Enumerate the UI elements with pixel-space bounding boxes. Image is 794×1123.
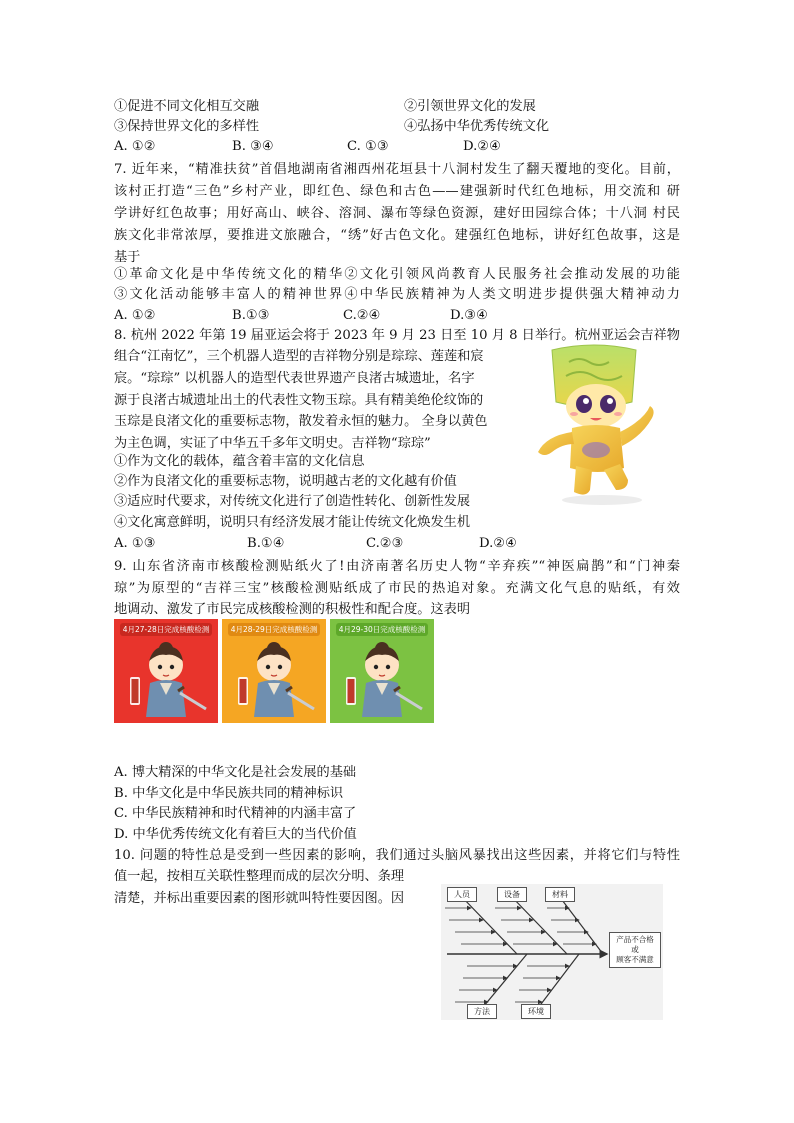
- q6-option-a: A. ①②: [114, 139, 156, 154]
- q8-option-b: B.①④: [247, 536, 285, 551]
- q7-option-a: A. ①②: [114, 308, 156, 323]
- q6-option-b: B. ③④: [232, 139, 274, 154]
- q8-stem-line-6: 为主色调，实证了中华五千多年文明史。吉祥物“琮琮”: [114, 436, 431, 451]
- q8-stem-line-4: 源于良渚古城遗址出土的代表性文物玉琮。具有精美绝伦纹饰的: [114, 393, 484, 408]
- q7-option-b: B.①③: [232, 308, 270, 323]
- fishbone-label-method: 方法: [467, 1004, 497, 1019]
- q8-stem-line-2: 组合“江南忆”，三个机器人造型的吉祥物分别是琮琮、莲莲和宸: [114, 349, 484, 364]
- q8-stem-line-3: 宸。“琮琮” 以机器人的造型代表世界遗产良渚古城遗址，名字: [114, 371, 475, 386]
- q8-option-c: C.②③: [366, 536, 404, 551]
- q7-stem-line-5: 基于: [114, 250, 141, 265]
- q10-stem-line-3: 清楚，并标出重要因素的图形就叫特性要因图。因: [114, 891, 405, 906]
- fishbone-result-line-3: 顾客不满意: [616, 955, 654, 964]
- q8-statement-2: ②作为良渚文化的重要标志物，说明越古老的文化越有价值: [114, 474, 457, 489]
- fishbone-label-material: 材料: [545, 887, 575, 902]
- q8-stem-line-5: 玉琮是良渚文化的重要标志物，散发着永恒的魅力。 全身以黄色: [114, 414, 488, 429]
- sticker-figures: [114, 619, 434, 723]
- q7-statement-row-1: ①革命文化是中华传统文化的精华②文化引领风尚教育人民服务社会推动发展的功能: [114, 267, 680, 282]
- q9-option-d: D. 中华优秀传统文化有着巨大的当代价值: [114, 827, 357, 842]
- sticker-card-red-label: 4月27-28日完成核酸检测: [120, 623, 212, 636]
- q8-statement-1: ①作为文化的载体，蕴含着丰富的文化信息: [114, 454, 365, 469]
- q6-statement-1: ①促进不同文化相互交融: [114, 99, 260, 114]
- q9-stem-line-3: 地调动、激发了市民完成核酸检测的积极性和配合度。这表明: [114, 602, 471, 617]
- q10-stem-line-1: 10. 问题的特性总是受到一些因素的影响，我们通过头脑风暴找出这些因素，并将它们与特性: [114, 848, 680, 863]
- q6-statement-4: ④弘扬中华优秀传统文化: [404, 119, 550, 134]
- q7-statement-row-2: ③文化活动能够丰富人的精神世界④中华民族精神为人类文明进步提供强大精神动力: [114, 287, 680, 302]
- q7-option-d: D.③④: [450, 308, 488, 323]
- q7-stem-line-3: 学讲好红色故事；用好高山、峡谷、溶洞、瀑布等绿色资源，建好田园综合体；十八洞 村民: [114, 206, 680, 221]
- q6-option-d: D.②④: [463, 139, 501, 154]
- q8-statement-4: ④文化寓意鲜明，说明只有经济发展才能让传统文化焕发生机: [114, 515, 471, 530]
- mascot-image: [524, 340, 664, 506]
- q10-stem-line-2: 值一起，按相互关联性整理而成的层次分明、条理: [114, 869, 405, 884]
- sticker-card-orange-label: 4月28-29日完成核酸检测: [228, 623, 320, 636]
- fishbone-label-environment: 环境: [521, 1004, 551, 1019]
- q8-option-a: A. ①③: [114, 536, 156, 551]
- q6-option-c: C. ①③: [347, 139, 389, 154]
- q8-statement-3: ③适应时代要求，对传统文化进行了创造性转化、创新性发展: [114, 494, 471, 509]
- q8-stem-line-1: 8. 杭州 2022 年第 19 届亚运会将于 2023 年 9 月 23 日至 10 月 8 日举行。杭州亚运会吉祥物: [114, 328, 680, 343]
- fishbone-result-box: [609, 932, 661, 968]
- fishbone-label-equipment: 设备: [497, 887, 527, 902]
- q9-option-a: A. 博大精深的中华文化是社会发展的基础: [114, 765, 357, 780]
- sticker-image: [114, 619, 434, 723]
- q8-option-d: D.②④: [479, 536, 517, 551]
- q7-stem-line-2: 该村正打造“三色”乡村产业，即红色、绿色和古色——建强新时代红色地标，用交流和 研: [114, 184, 680, 199]
- q9-option-c: C. 中华民族精神和时代精神的内涵丰富了: [114, 806, 357, 821]
- fishbone-result-line-2: 或: [631, 945, 639, 954]
- q7-option-c: C.②④: [343, 308, 381, 323]
- fishbone-label-people: 人员: [447, 887, 477, 902]
- q9-option-b: B. 中华文化是中华民族共同的精神标识: [114, 786, 344, 801]
- fishbone-diagram: [441, 884, 663, 1020]
- q9-stem-line-1: 9. 山东省济南市核酸检测贴纸火了!由济南著名历史人物“辛弃疾”“神医扁鹊”和“门神秦: [114, 559, 680, 574]
- q7-stem-line-1: 7. 近年来，“精准扶贫”首倡地湖南省湘西州花垣县十八洞村发生了翻天覆地的变化。目前，: [114, 162, 680, 177]
- q7-stem-line-4: 族文化非常浓厚，要推进文旅融合，“绣”好古色文化。建强红色地标，讲好红色故事，这是: [114, 228, 680, 243]
- q9-stem-line-2: 琼”为原型的“吉祥三宝”核酸检测贴纸成了市民的热追对象。充满文化气息的贴纸，有效: [114, 581, 680, 596]
- fishbone-result-line-1: 产品不合格: [616, 935, 654, 944]
- q6-statement-3: ③保持世界文化的多样性: [114, 119, 260, 134]
- q6-statement-2: ②引领世界文化的发展: [404, 99, 536, 114]
- sticker-card-green-label: 4月29-30日完成核酸检测: [336, 623, 428, 636]
